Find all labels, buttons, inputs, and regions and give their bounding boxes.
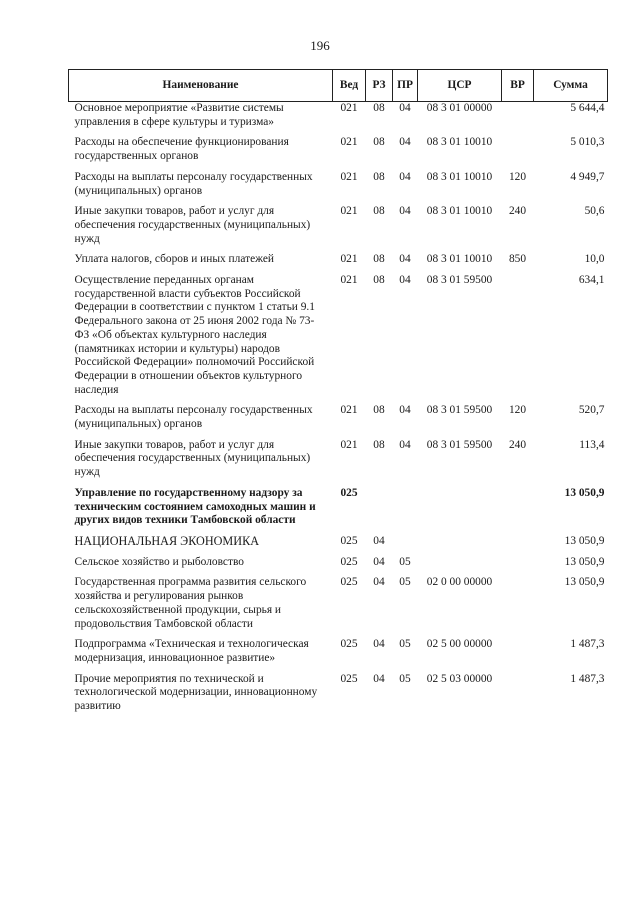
cell-pr: 04 [399, 253, 411, 266]
cell-rz: 08 [373, 102, 385, 114]
cell-name: Уплата налогов, сборов и иных платежей [74, 253, 274, 266]
cell-pr: 05 [399, 638, 411, 651]
cell-rz: 08 [373, 205, 385, 218]
cell-vr: 240 [508, 205, 527, 218]
cell-name: Государственная программа развития сельского хозяйства и регулирования рынков сельскохозяйственной продукции, сырья и продовольствия Тамбовской области [74, 576, 307, 630]
cell-pr: 04 [399, 274, 411, 287]
cell-vr [502, 576, 534, 638]
cell-csr: 02 5 03 00000 [426, 672, 493, 685]
table-body [69, 102, 608, 721]
table-row [69, 205, 608, 253]
cell-csr: 08 3 01 00000 [426, 102, 493, 114]
cell-ved: 025 [340, 672, 358, 685]
cell-csr: 02 5 00 00000 [426, 638, 493, 651]
table-row [69, 638, 608, 672]
cell-name: Расходы на выплаты персоналу государственных (муниципальных) органов [74, 404, 313, 431]
cell-csr: 08 3 01 10010 [426, 205, 493, 218]
cell-sum: 113,4 [579, 438, 605, 451]
cell-rz: 08 [373, 274, 385, 287]
cell-sum: 520,7 [578, 404, 605, 417]
table-row [69, 673, 608, 721]
cell-ved: 021 [340, 438, 358, 451]
cell-csr: 08 3 01 10010 [426, 136, 493, 149]
cell-ved: 021 [340, 102, 358, 114]
table-row [69, 404, 608, 438]
cell-ved: 025 [340, 576, 358, 589]
cell-rz: 08 [373, 253, 385, 266]
cell-sum: 4 949,7 [570, 170, 605, 183]
cell-name: НАЦИОНАЛЬНАЯ ЭКОНОМИКА [74, 533, 259, 548]
cell-sum: 5 644,4 [570, 102, 605, 114]
cell-ved: 021 [340, 170, 358, 183]
cell-sum: 1 487,3 [570, 672, 605, 685]
cell-pr: 04 [399, 136, 411, 149]
cell-vr [502, 556, 534, 577]
page-number: 196 [310, 38, 330, 53]
cell-vr: 120 [508, 404, 527, 417]
cell-name: Подпрограмма «Техническая и технологическая модернизация, инновационное развитие» [74, 638, 309, 664]
cell-vr: 240 [508, 438, 527, 451]
cell-rz: 08 [373, 404, 385, 417]
cell-csr [418, 556, 502, 577]
cell-rz: 08 [373, 438, 385, 451]
cell-sum: 50,6 [584, 205, 605, 218]
cell-sum: 1 487,3 [570, 638, 605, 651]
table-row [69, 274, 608, 404]
cell-rz: 04 [373, 576, 385, 589]
cell-csr: 08 3 01 59500 [426, 404, 493, 417]
table-row [69, 576, 608, 638]
budget-table [68, 69, 608, 721]
table-row [69, 556, 608, 577]
cell-rz: 08 [373, 136, 385, 149]
cell-ved: 021 [340, 404, 358, 417]
cell-csr: 08 3 01 59500 [426, 438, 493, 451]
cell-pr [393, 535, 418, 556]
cell-pr: 04 [399, 102, 411, 114]
cell-vr: 850 [508, 253, 527, 266]
table-row [69, 487, 608, 535]
cell-ved: 021 [340, 253, 358, 266]
cell-csr [418, 535, 502, 556]
cell-vr [502, 535, 534, 556]
column-header-sum: Сумма [534, 70, 608, 102]
cell-csr: 02 0 00 00000 [426, 576, 493, 589]
cell-ved: 025 [340, 534, 358, 547]
cell-name: Расходы на обеспечение функционирования государственных органов [74, 136, 289, 163]
cell-pr [393, 487, 418, 535]
column-header-pr: ПР [393, 70, 418, 102]
cell-rz: 04 [373, 638, 385, 651]
cell-rz: 04 [373, 555, 385, 568]
cell-ved: 021 [340, 136, 358, 149]
cell-rz [366, 487, 393, 535]
cell-ved: 025 [340, 638, 358, 651]
cell-pr: 04 [399, 170, 411, 183]
table-row [69, 136, 608, 170]
cell-sum: 5 010,3 [570, 136, 605, 149]
cell-vr [502, 638, 534, 672]
cell-vr [502, 487, 534, 535]
table-row [69, 102, 608, 137]
cell-sum: 13 050,9 [564, 555, 605, 568]
cell-pr: 05 [399, 672, 411, 685]
table-header [69, 70, 608, 102]
cell-name: Иные закупки товаров, работ и услуг для обеспечения государственных (муниципальных) нужд [74, 205, 311, 245]
cell-sum: 10,0 [584, 253, 605, 266]
cell-pr: 04 [399, 205, 411, 218]
column-header-name: Наименование [69, 70, 333, 102]
cell-vr [502, 274, 534, 404]
cell-ved: 025 [340, 555, 358, 568]
cell-name: Управление по государственному надзору за техническим состоянием самоходных машин и других видов техники Тамбовской области [74, 486, 316, 527]
table-row [69, 439, 608, 487]
column-header-vr: ВР [502, 70, 534, 102]
cell-ved: 021 [340, 205, 358, 218]
cell-sum: 13 050,9 [564, 486, 605, 499]
cell-name: Иные закупки товаров, работ и услуг для обеспечения государственных (муниципальных) нужд [74, 438, 311, 479]
cell-name: Основное мероприятие «Развитие системы управления в сфере культуры и туризма» [74, 102, 284, 128]
table-row [69, 253, 608, 274]
cell-sum: 13 050,9 [564, 576, 605, 589]
cell-rz: 04 [373, 534, 385, 547]
cell-pr: 04 [399, 404, 411, 417]
cell-csr [418, 487, 502, 535]
cell-csr: 08 3 01 10010 [426, 170, 493, 183]
column-header-rz: РЗ [366, 70, 393, 102]
cell-vr [502, 673, 534, 721]
cell-vr: 120 [508, 170, 527, 183]
cell-vr [502, 102, 534, 137]
cell-name: Сельское хозяйство и рыболовство [74, 555, 244, 568]
cell-rz: 08 [373, 170, 385, 183]
cell-ved: 025 [340, 486, 358, 499]
cell-pr: 04 [399, 438, 411, 451]
cell-pr: 05 [399, 576, 411, 589]
cell-sum: 634,1 [578, 274, 605, 287]
cell-rz: 04 [373, 672, 385, 685]
cell-sum: 13 050,9 [564, 534, 605, 547]
table-row [69, 171, 608, 205]
cell-name: Прочие мероприятия по технической и технологической модернизации, инновационному развитию [74, 672, 318, 713]
table-row [69, 535, 608, 556]
cell-csr: 08 3 01 59500 [426, 274, 493, 287]
column-header-ved: Вед [333, 70, 366, 102]
cell-pr: 05 [399, 555, 411, 568]
column-header-csr: ЦСР [418, 70, 502, 102]
cell-csr: 08 3 01 10010 [426, 253, 493, 266]
cell-name: Осуществление переданных органам государственной власти субъектов Российской Федерации в соответствии с пунктом 1 статьи 9.1 Федерального закона от 25 июня 2002 года № 73-ФЗ «Об объектах культурного наследия (памятниках истории и культуры) народов Российской Федерации» полномочий Российской Федерации в отношении объектов культурного наследия [74, 274, 315, 396]
cell-vr [502, 136, 534, 170]
cell-ved: 021 [340, 274, 358, 287]
cell-name: Расходы на выплаты персоналу государственных (муниципальных) органов [74, 170, 313, 197]
